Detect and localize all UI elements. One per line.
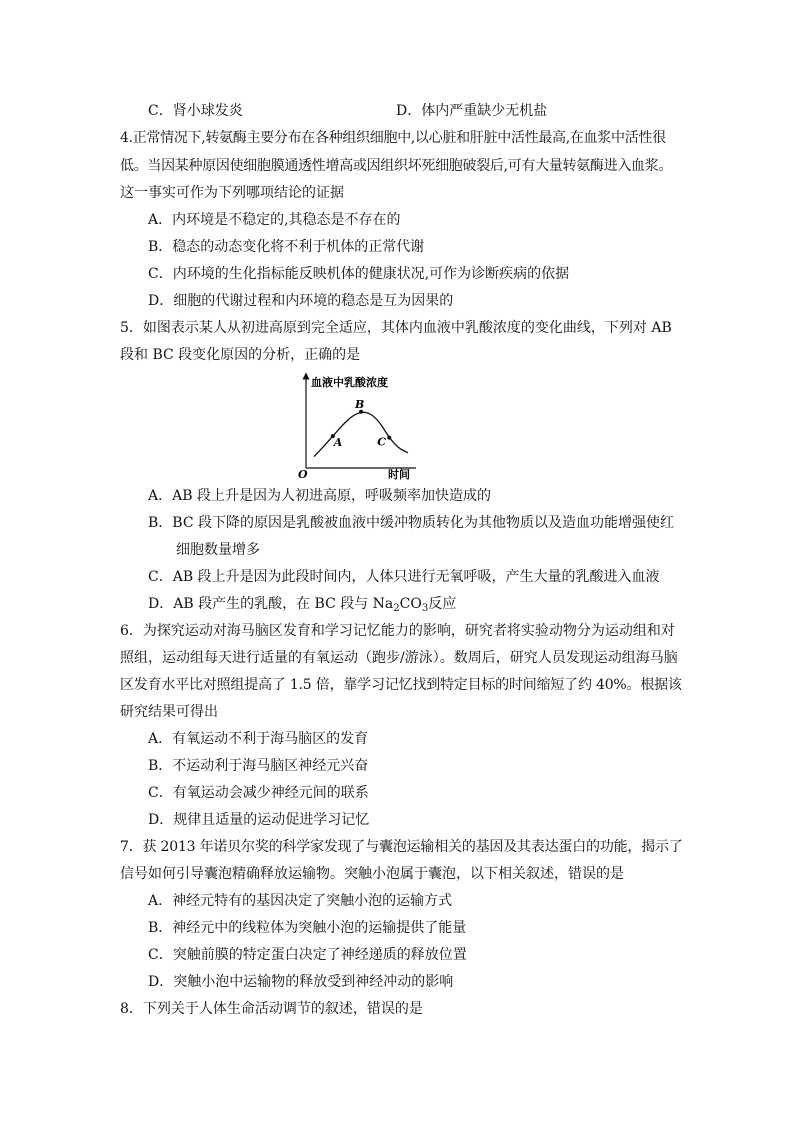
y-axis-label: 血液中乳酸浓度 — [311, 376, 388, 389]
q8-stem-line1: 8．下列关于人体生命活动调节的叙述，错误的是 — [120, 1001, 423, 1017]
q7-stem-line2: 信号如何引导囊泡精确释放运输物。突触小泡属于囊泡，以下相关叙述，错误的是 — [120, 866, 624, 882]
q3-option-d: D．体内严重缺少无机盐 — [396, 103, 548, 119]
q4-stem-line3: 这一事实可作为下列哪项结论的证据 — [120, 185, 344, 201]
q6-option-c: C．有氧运动会减少神经元间的联系 — [148, 785, 369, 801]
q6-stem-line3: 区发育水平比对照组提高了 1.5 倍，靠学习记忆找到特定目标的时间缩短了约 40%。根据该 — [120, 677, 682, 693]
q5-option-d: D．AB 段产生的乳酸，在 BC 段与 $Na_2CO_3$反应 — [148, 596, 457, 614]
q3-option-c: C．肾小球发炎 — [148, 103, 243, 119]
q4-option-d: D．细胞的代谢过程和内环境的稳态是互为因果的 — [148, 293, 454, 309]
series-line — [314, 412, 408, 456]
q6-option-b: B．不运动利于海马脑区神经元兴奋 — [148, 758, 369, 774]
q7-option-c: C．突触前膜的特定蛋白决定了神经递质的释放位置 — [148, 947, 467, 963]
q4-option-a: A．内环境是不稳定的,其稳态是不存在的 — [148, 212, 401, 228]
q6-stem-line4: 研究结果可得出 — [120, 704, 218, 720]
q4-option-b: B．稳态的动态变化将不利于机体的正常代谢 — [148, 239, 425, 255]
q5-option-a: A．AB 段上升是因为人初进高原，呼吸频率加快造成的 — [148, 488, 491, 504]
q5-option-c: C．AB 段上升是因为此段时间内，人体只进行无氧呼吸，产生大量的乳酸进入血液 — [148, 569, 660, 585]
lactic-acid-curve-chart — [296, 372, 426, 480]
point-c — [387, 436, 391, 440]
q7-option-a: A．神经元特有的基因决定了突触小泡的运输方式 — [148, 893, 453, 909]
x-axis-label: 时间 — [388, 468, 410, 480]
q4-option-c: C．内环境的生化指标能反映机体的健康状况,可作为诊断疾病的依据 — [148, 266, 570, 282]
q7-stem-line1: 7．获 2013 年诺贝尔奖的科学家发现了与囊泡运输相关的基因及其表达蛋白的功能，揭示了 — [120, 839, 683, 855]
q5-option-b-line1: B．BC 段下降的原因是乳酸被血液中缓冲物质转化为其他物质以及造血功能增强使红 — [148, 515, 674, 531]
point-label-c: C — [377, 435, 386, 449]
q5-stem-line2: 段和 BC 段变化原因的分析，正确的是 — [120, 347, 361, 363]
q7-option-b: B．神经元中的线粒体为突触小泡的运输提供了能量 — [148, 920, 467, 936]
q4-stem-line2: 低。当因某种原因使细胞膜通透性增高或因组织坏死细胞破裂后,可有大量转氨酶进入血浆。 — [120, 158, 673, 174]
q4-stem-line1: 4.正常情况下,转氨酶主要分布在各种组织细胞中,以心脏和肝脏中活性最高,在血浆中活性很 — [120, 130, 666, 146]
q6-stem-line2: 照组，运动组每天进行适量的有氧运动（跑步/游泳）。数周后，研究人员发现运动组海马脑 — [120, 650, 678, 666]
origin-label: O — [298, 468, 308, 480]
q7-option-d: D．突触小泡中运输物的释放受到神经冲动的影响 — [148, 974, 454, 990]
q6-option-d: D．规律且适量的运动促进学习记忆 — [148, 812, 370, 828]
point-label-b: B — [355, 397, 365, 411]
q6-stem-line1: 6．为探究运动对海马脑区发育和学习记忆能力的影响，研究者将实验动物分为运动组和对 — [120, 623, 675, 639]
q6-option-a: A．有氧运动不利于海马脑区的发育 — [148, 731, 369, 747]
q5-option-b-line2: 细胞数量增多 — [176, 542, 260, 558]
point-label-a: A — [333, 436, 343, 450]
q5-stem-line1: 5．如图表示某人从初进高原到完全适应，其体内血液中乳酸浓度的变化曲线，下列对 AB — [120, 320, 672, 336]
